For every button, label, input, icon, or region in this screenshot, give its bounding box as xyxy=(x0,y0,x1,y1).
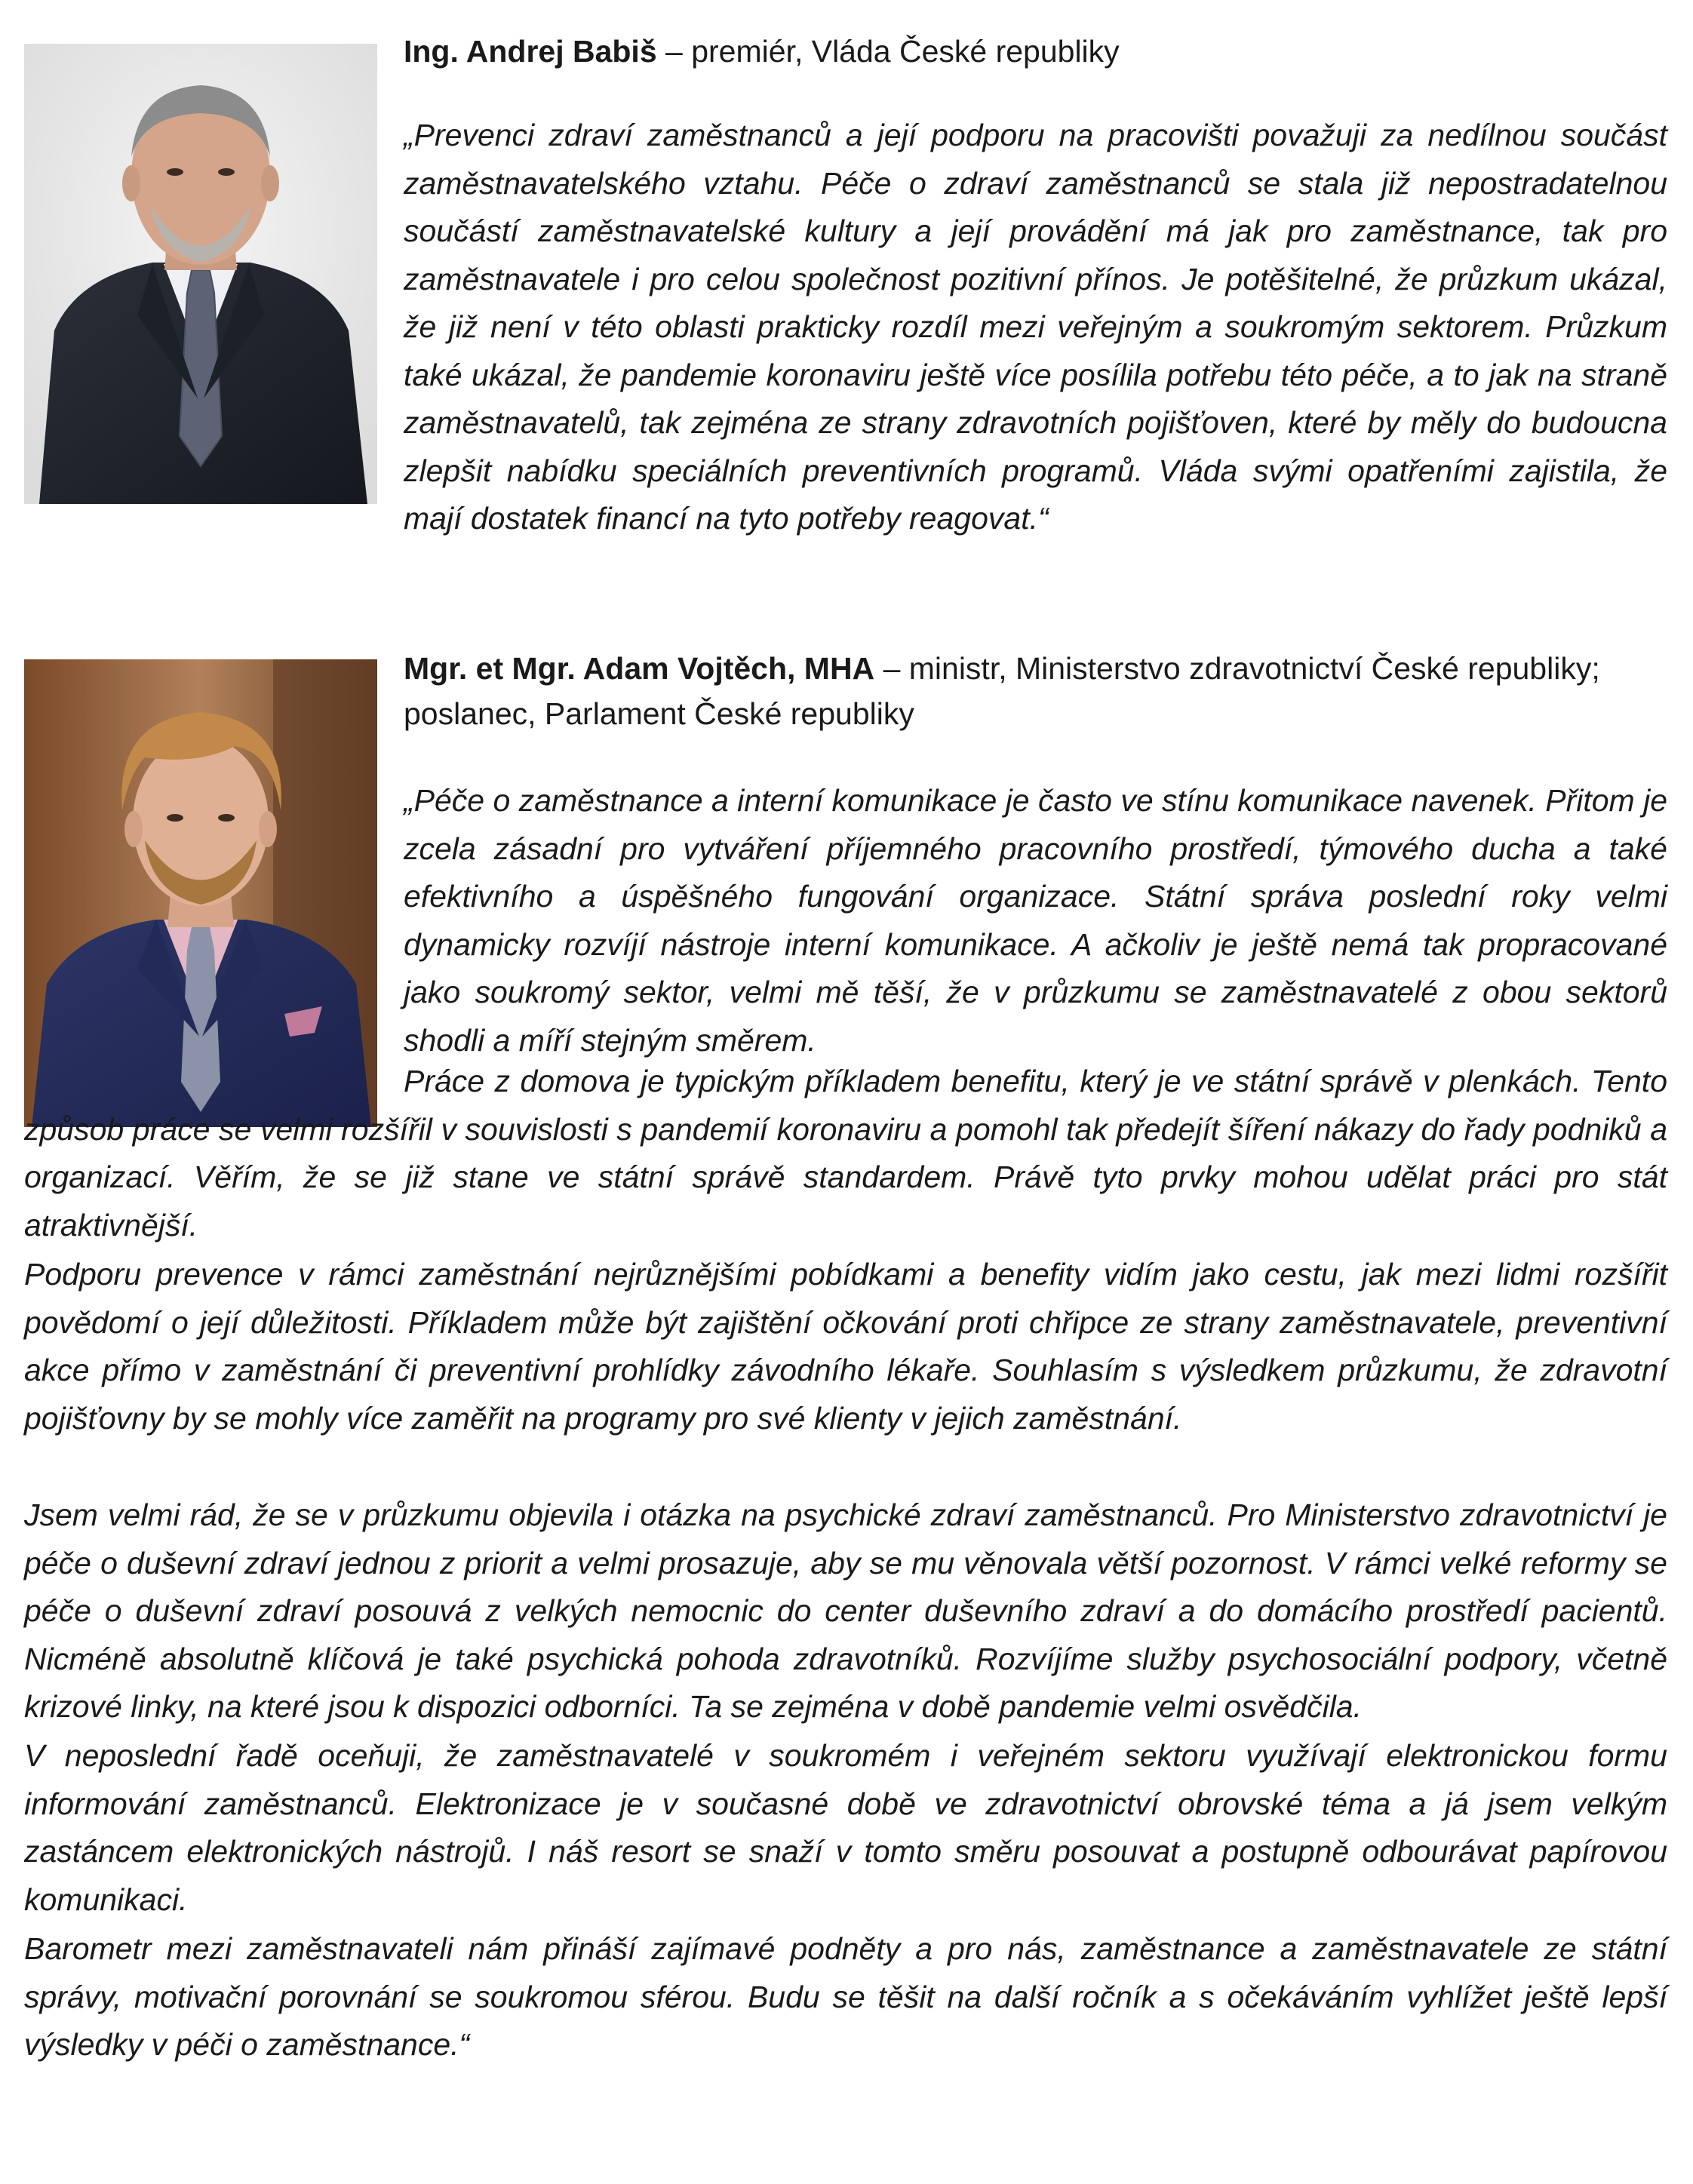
person1-heading xyxy=(404,29,1671,74)
person2-quote-paragraph-2: Práce z domova je typickým příkladem benefitu, který je ve státní správě v plenkách. Tento způsob práce se velmi rozšířil v souvislosti s pandemií koronaviru a pomohl tak předejít šíření nákazy do řady podniků a organizací. Věřím, že se již stane ve státní správě standardem. Právě tyto prvky mohou udělat práci pro stát atraktivnější. xyxy=(24,1064,1667,1243)
person2-role: – ministr, Ministerstvo zdravotnictví České republiky; poslanec, Parlament České republiky xyxy=(404,651,1600,731)
person2-quote-paragraph-1: „Péče o zaměstnance a interní komunikace je často ve stínu komunikace navenek. Přitom je zcela zásadní pro vytváření příjemného pracovního prostředí, týmového ducha a také efektivního a úspěšného fungování organizace. Státní správa poslední roky velmi dynamicky rozvíjí nástroje interní komunikace. A ačkoliv je ještě nemá tak propracované jako soukromý sektor, velmi mě těší, že v průzkumu se zaměstnavatelé z obou sektorů shodli a míří stejným směrem. xyxy=(404,783,1668,1058)
person2-heading xyxy=(404,646,1671,736)
person2-quote-paragraph-4: Jsem velmi rád, že se v průzkumu objevila i otázka na psychické zdraví zaměstnanců. Pro Ministerstvo zdravotnictví je péče o duševní zdraví jednou z priorit a velmi prosazuje, aby se mu věnovala větší pozornost. V rámci velké reformy se péče o duševní zdraví posouvá z velkých nemocnic do center duševního zdraví a do domácího prostředí pacientů. Nicméně absolutně klíčová je také psychická pohoda zdravotníků. Rozvíjíme služby psychosociální podpory, včetně krizové linky, na které jsou k dispozici odborníci. Ta se zejména v době pandemie velmi osvědčila. xyxy=(24,1497,1667,1724)
person2-quote-paragraph-5: V neposlední řadě oceňuji, že zaměstnavatelé v soukromém i veřejném sektoru využívají elektronickou formu informování zaměstnanců. Elektronizace je v současné době ve zdravotnictví obrovské téma a já jsem velkým zastáncem elektronických nástrojů. I náš resort se snaží v tomto směru posouvat a postupně odbourávat papírovou komunikaci. xyxy=(24,1738,1667,1917)
person1-role: – premiér, Vláda České republiky xyxy=(656,34,1120,69)
person2-quote-paragraph-6: Barometr mezi zaměstnavateli nám přináší zajímavé podněty a pro nás, zaměstnance a zaměstnavatele ze státní správy, motivační porovnání se soukromou sférou. Budu se těšit na další ročník a s očekáváním vyhlížet ještě lepší výsledky v péči o zaměstnance.“ xyxy=(24,1931,1667,2062)
person2-name: Mgr. et Mgr. Adam Vojtěch, MHA xyxy=(404,651,875,686)
portrait-photo-babis xyxy=(24,44,377,504)
person1-quote: „Prevenci zdraví zaměstnanců a její podporu na pracovišti považuji za nedílnou součást zaměstnavatelského vztahu. Péče o zdraví zaměstnanců se stala již nepostradatelnou součástí zaměstnavatelské kultury a její provádění má jak pro zaměstnance, tak pro zaměstnavatele i pro celou společnost pozitivní přínos. Je potěšitelné, že průzkum ukázal, že již není v této oblasti prakticky rozdíl mezi veřejným a soukromým sektorem. Průzkum také ukázal, že pandemie koronaviru ještě více posílila potřebu této péče, a to jak na straně zaměstnavatelů, tak zejména ze strany zdravotních pojišťoven, které by měly do budoucna zlepšit nabídku speciálních preventivních programů. Vláda svými opatřeními zajistila, že mají dostatek financí na tyto potřeby reagovat.“ xyxy=(404,118,1667,536)
portrait-photo-vojtech xyxy=(24,659,377,1127)
person2-quote-paragraph-3: Podporu prevence v rámci zaměstnání nejrůznějšími pobídkami a benefity vidím jako cestu, jak mezi lidmi rozšířit povědomí o její důležitosti. Příkladem může být zajištění očkování proti chřipce ze strany zaměstnavatele, preventivní akce přímo v zaměstnání či preventivní prohlídky závodního lékaře. Souhlasím s výsledkem průzkumu, že zdravotní pojišťovny by se mohly více zaměřit na programy pro své klienty v jejich zaměstnání. xyxy=(24,1257,1667,1436)
person1-name: Ing. Andrej Babiš xyxy=(404,34,657,69)
